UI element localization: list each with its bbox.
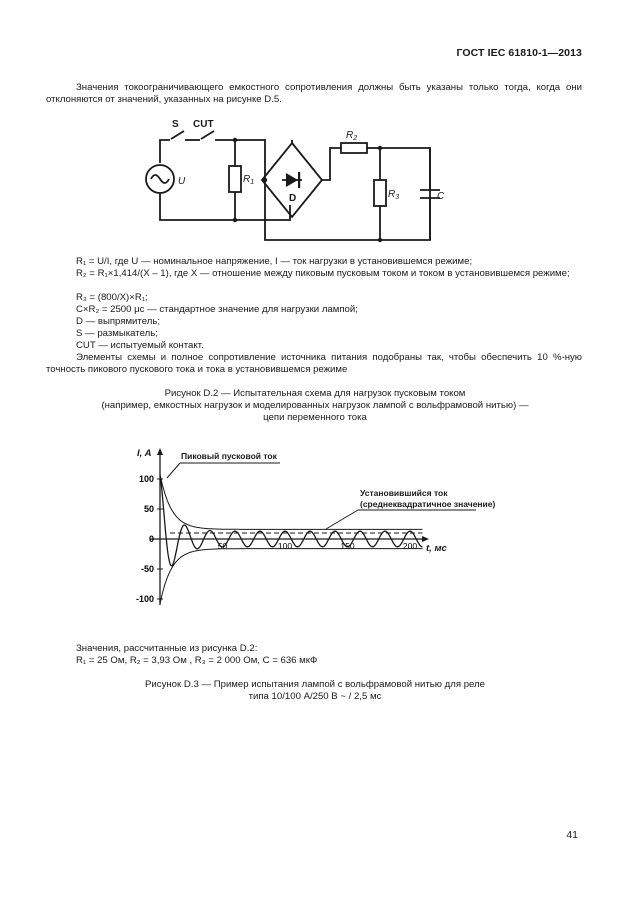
figure-d2-caption-3: цепи переменного тока xyxy=(263,412,367,423)
legend-r2: R₂ = R₁×1,414/(X – 1), где X — отношение между пиковым пусковым током и током в установившемся режиме; xyxy=(76,268,570,279)
legend-d: D — выпрямитель; xyxy=(76,316,160,327)
steady-annotation-2: (среднеквадратичное значение) xyxy=(360,499,496,509)
legend-note: Элементы схемы и полное сопротивление источника питания подобраны так, чтобы обеспечить 10 %-ную точность пикового пускового тока и тока в установившемся режиме xyxy=(46,352,582,375)
y-tick-label: -50 xyxy=(140,564,154,574)
y-tick-label: 50 xyxy=(143,504,154,514)
r1-label: $R_1$ xyxy=(243,174,255,186)
peak-annotation: Пиковый пусковой ток xyxy=(181,451,277,461)
values-title: Значения, рассчитанные из рисунка D.2: xyxy=(76,643,258,654)
x-tick-label: 150 xyxy=(340,541,355,551)
page-number: 41 xyxy=(566,829,578,841)
r3-label: $R_3$ xyxy=(388,189,400,201)
standard-header: ГОСТ IEC 61810-1—2013 xyxy=(456,47,582,59)
legend-cut: CUT — испытуемый контакт. xyxy=(76,340,204,351)
capacitor-label: C xyxy=(437,191,445,202)
y-tick-label: -100 xyxy=(135,594,154,604)
voltage-label: U xyxy=(178,176,186,187)
legend-c: C×R₂ = 2500 μс — стандартное значение для нагрузки лампой; xyxy=(76,304,358,315)
x-axis-label: t, мс xyxy=(426,543,447,554)
y-tick-label: 0 xyxy=(148,534,154,544)
r2-label: $R_2$ xyxy=(346,130,358,142)
x-tick-label: 100 xyxy=(277,541,293,551)
switch-label: S xyxy=(172,119,179,130)
cut-label: CUT xyxy=(193,119,214,130)
legend-r1: R₁ = U/I, где U — номинальное напряжение, I — ток нагрузки в установившемся режиме; xyxy=(76,256,473,267)
figure-d2-caption-1: Рисунок D.2 — Испытательная схема для нагрузок пусковым током xyxy=(164,388,466,399)
lower-envelope xyxy=(160,549,423,604)
inrush-current-chart xyxy=(120,440,496,620)
peak-leader-line xyxy=(167,463,280,478)
test-circuit-diagram xyxy=(130,110,450,246)
intro-paragraph: Значения токоограничивающего емкостного сопротивления должны быть указаны только тогда, когда они отклоняются от значений, указанных на рисунке D.5. xyxy=(46,82,582,105)
y-axis-label: I, A xyxy=(137,448,152,459)
figure-d3-caption-2: типа 10/100 А/250 В ~ / 2,5 мс xyxy=(248,691,382,702)
x-tick-label: 200 xyxy=(402,541,418,551)
legend-r3: R₃ = (800/X)×R₁; xyxy=(76,292,148,303)
figure-d3-caption-1: Рисунок D.3 — Пример испытания лампой с вольфрамовой нитью для реле xyxy=(145,679,485,690)
values-line: R₁ = 25 Ом, R₂ = 3,93 Ом , R₃ = 2 000 Ом, C = 636 мкФ xyxy=(76,655,318,666)
x-axis-arrow xyxy=(422,536,429,542)
legend-s: S — размыкатель; xyxy=(76,328,158,339)
figure-d2-caption-2: (например, емкостных нагрузок и моделированных нагрузок лампой с вольфрамовой нитью) — xyxy=(101,400,529,411)
steady-annotation-1: Установившийся ток xyxy=(360,488,448,498)
y-tick-label: 100 xyxy=(138,474,154,484)
steady-leader-line xyxy=(326,510,476,529)
x-tick-label: 50 xyxy=(217,541,228,551)
y-axis-arrow xyxy=(157,448,163,455)
rectifier-label: D xyxy=(289,193,297,204)
